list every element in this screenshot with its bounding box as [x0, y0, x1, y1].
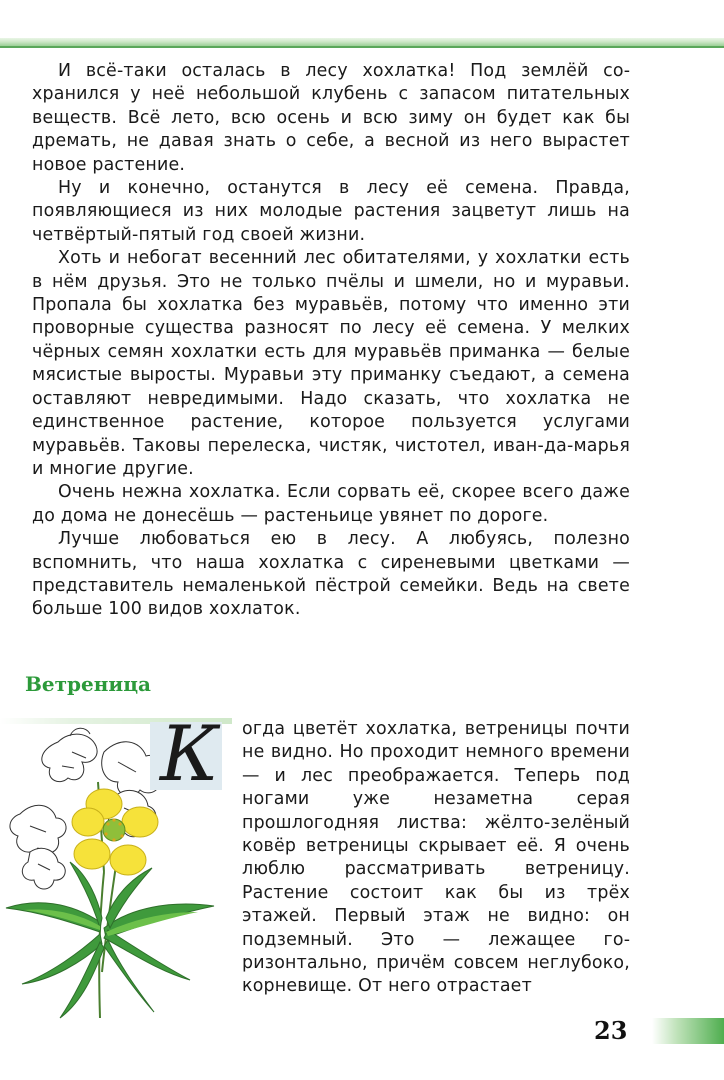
main-text — [32, 60, 630, 622]
drop-cap: К — [160, 709, 219, 798]
page-number: 23 — [594, 1016, 628, 1045]
paragraph-4: Очень нежна хохлатка. Если сорвать её, скорее всего даже до дома не донесёшь — растеньице увянет по дороге. — [32, 482, 630, 526]
paragraph-5: Лучше любоваться ею в лесу. А любуясь, полезно вспомнить, что наша хохлатка с сиреневыми цветками — представитель немаленькой пёстрой семейки. Ведь на свете больше 100 видов хохлаток. — [32, 529, 630, 620]
paragraph-1: И всё-таки осталась в лесу хохлатка! Под землёй сохранился у неё небольшой клубень с запасом питательных веществ. Всё лето, всю осень и всю зиму он будет как бы дремать, не давая знать о себе, а весной из него вырастет новое растение. — [32, 61, 630, 175]
page-tab — [652, 1018, 724, 1044]
paragraph-2: Ну и конечно, останутся в лесу её семена. Правда, появляющиеся из них молодые растения зацветут лишь на четвёртый-пятый год своей жизни. — [32, 178, 630, 245]
section-text: огда цветёт хохлатка, ветреницы почти не видно. Но проходит немного времени — и лес преображается. Теперь под ногами уже незаметна серая прошлогодняя листва: жёлто-зелёный ковёр ветреницы скрывает её. Я очень люблю рассматривать ветреницу. Растение состоит как бы из трёх этажей. Первый этаж не видно: он подземный. Это — лежащее горизонтально, причём совсем неглубоко, корневище. От него отрастает — [242, 719, 630, 997]
paragraph-3: Хоть и небогат весенний лес обитателями, у хохлатки есть в нём друзья. Это не только пчёлы и шмели, но и муравьи. Пропала бы хохлатка без муравьёв, потому что именно эти проворные существа разносят по лесу её семена. У мелких чёрных семян хохлатки есть для муравьёв приманка — белые мясистые выросты. Муравьи эту приманку съедают, а семена оставляют невредимыми. Надо сказать, что хохлатка не единственное растение, которое пользуется услугами муравьёв. Таковы перелеска, чистяк, чистотел, иван-да-марья и многие другие. — [32, 248, 630, 479]
header-rule-line — [0, 46, 724, 48]
section-title: Ветреница — [25, 672, 151, 696]
